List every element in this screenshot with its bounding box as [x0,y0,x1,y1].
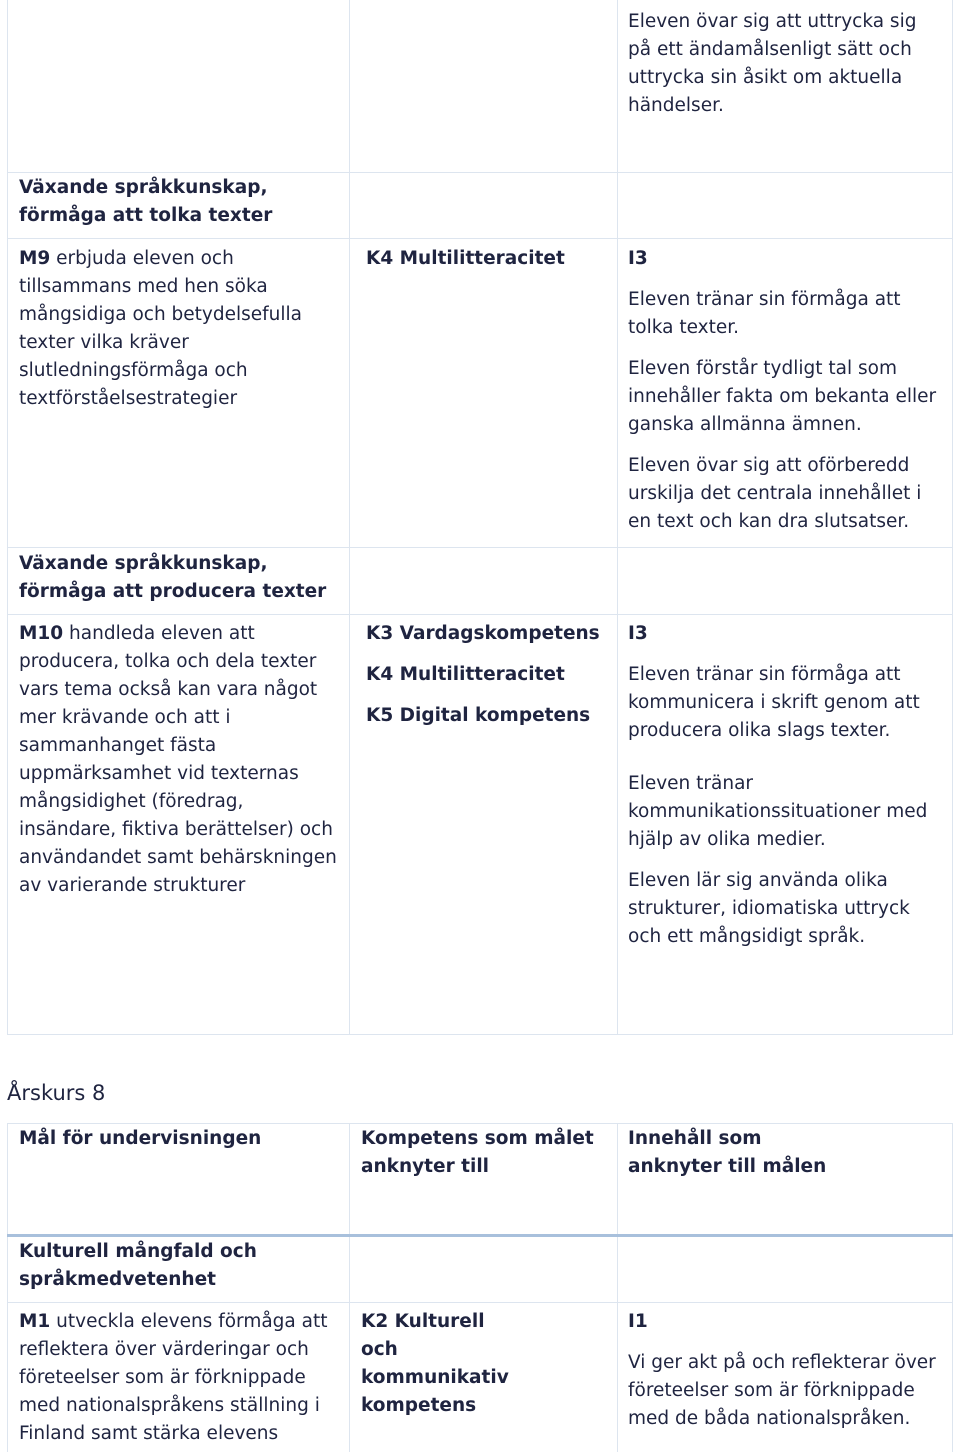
goal-cell [7,1308,349,1448]
competence-item: K4 Multilitteracitet [366,248,565,269]
competence-table-2 [7,1123,953,1452]
competence-item: K2 Kulturell och kommunikativ kompetens [361,1311,509,1416]
section-heading: Växande språkkunskap, förmåga att producera texter [19,553,327,602]
section-heading-cell [7,1238,349,1294]
goal-description: utveckla elevens förmåga att reflektera över värderingar och företeelser som är förknippade med nationalspråkens ställning i Finland samt stärka elevens [19,1311,328,1444]
content-code: I1 [628,1311,648,1332]
competence-cell [349,620,617,730]
content-cell [617,245,953,536]
competence-item: K5 Digital kompetens [366,705,591,726]
content-cell [617,8,953,120]
content-code: I3 [628,623,648,644]
content-code: I3 [628,248,648,269]
goal-code: M10 [19,623,64,644]
content-text: Eleven tränar sin förmåga att tolka texter. [628,289,901,338]
column-header-content: Innehåll som anknyter till målen [628,1128,827,1177]
content-text: Eleven tränar kommunikationssituationer med hjälp av olika medier. [628,773,928,850]
content-text: Eleven övar sig att uttrycka sig på ett ändamålsenligt sätt och uttrycka sin åsikt om aktuella händelser. [628,11,917,116]
grade-heading: Årskurs 8 [7,1081,106,1105]
content-text: Eleven förstår tydligt tal som innehåller fakta om bekanta eller ganska allmänna ämnen. [628,358,937,435]
goal-text [19,1308,339,1448]
header-cell [617,1125,953,1181]
goal-code: M9 [19,248,51,269]
column-header-goal: Mål för undervisningen [19,1128,262,1149]
content-text: Eleven tränar sin förmåga att kommunicera i skrift genom att producera olika slags texter. [628,664,920,741]
content-text: Eleven lär sig använda olika strukturer, idiomatiska uttryck och ett mångsidigt språk. [628,870,910,947]
competence-item: K4 Multilitteracitet [366,664,565,685]
goal-cell [7,245,349,413]
goal-text [19,620,339,900]
goal-code: M1 [19,1311,51,1332]
content-text: Eleven övar sig att oförberedd urskilja det centrala innehållet i en text och kan dra slutsatser. [628,455,922,532]
content-cell [617,1308,953,1433]
section-heading: Växande språkkunskap, förmåga att tolka texter [19,177,273,226]
section-heading: Kulturell mångfald och språkmedvetenhet [19,1241,257,1290]
content-cell [617,620,953,951]
header-cell [349,1125,617,1181]
goal-description: erbjuda eleven och tillsammans med hen söka mångsidiga och betydelsefulla texter vilka kräver slutledningsförmåga och textförståelsestrategier [19,248,303,409]
competence-item: K3 Vardagskompetens [366,623,600,644]
column-header-competence: Kompetens som målet anknyter till [361,1128,594,1177]
competence-cell [349,1308,617,1420]
goal-cell [7,620,349,900]
competence-cell [349,245,617,273]
content-text: Vi ger akt på och reflekterar över företeelser som är förknippade med de båda nationalspråken. [628,1352,936,1429]
section-heading-cell [7,550,349,606]
goal-text [19,245,339,413]
section-heading-cell [7,174,349,230]
header-cell [7,1125,349,1153]
goal-description: handleda eleven att producera, tolka och dela texter vars tema också kan vara något mer krävande och att i sammanhanget fästa uppmärksamhet vid texternas mångsidighet (föredrag, insändare, fiktiva berättelser) och användandet samt behärskningen av varierande strukturer [19,623,337,896]
competence-table-1 [7,0,953,1035]
